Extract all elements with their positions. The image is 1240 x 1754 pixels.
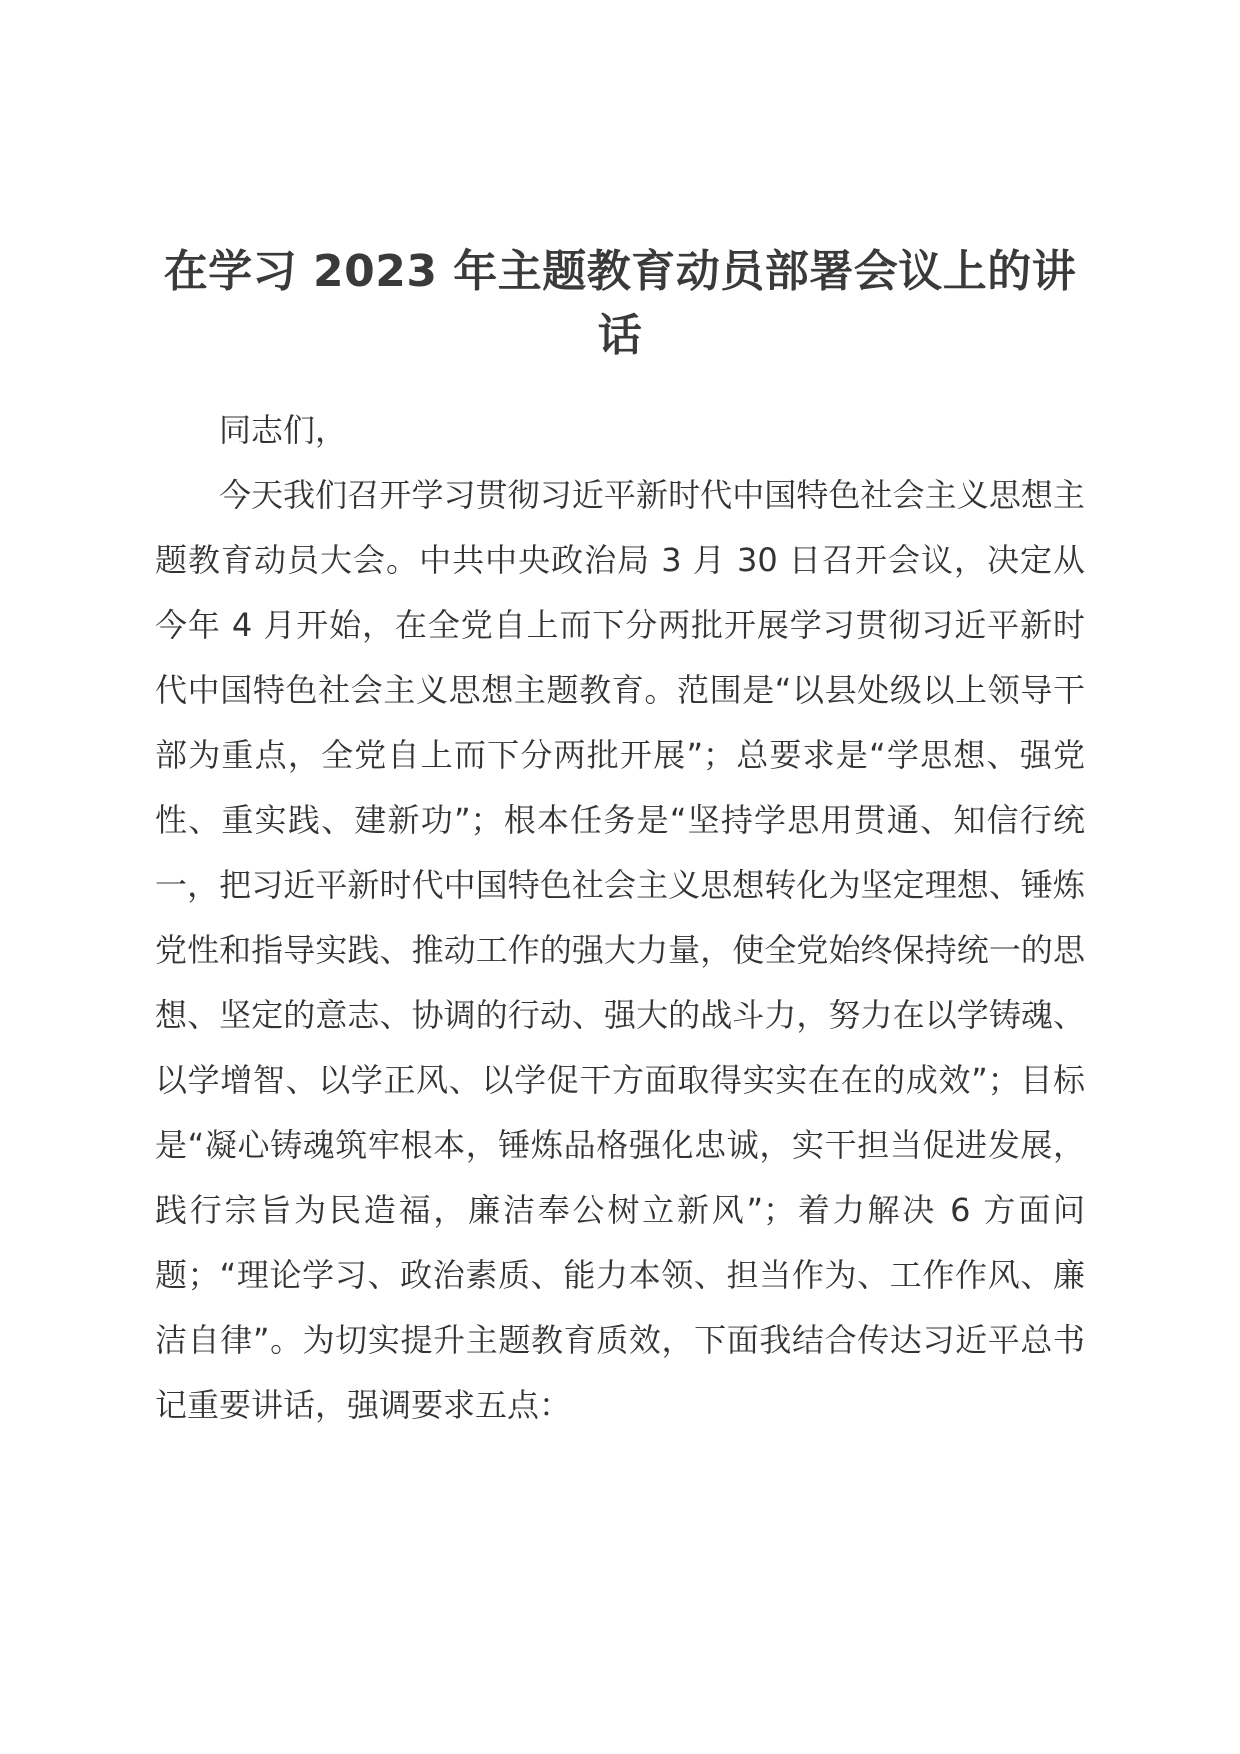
document-title: 在学习 2023 年主题教育动员部署会议上的讲话: [163, 246, 1077, 361]
document-body: [155, 398, 1085, 1438]
salutation-paragraph: 同志们，: [219, 411, 348, 449]
body-paragraph: 今天我们召开学习贯彻习近平新时代中国特色社会主义思想主题教育动员大会。中共中央政治局 3 月 30 日召开会议，决定从今年 4 月开始，在全党自上而下分两批开展学习贯彻习近平新时代中国特色社会主义思想主题教育。范围是“以县处级以上领导干部为重点，全党自上而下分两批开展”；总要求是“学思想、强党性、重实践、建新功”；根本任务是“坚持学思用贯通、知信行统一，把习近平新时代中国特色社会主义思想转化为坚定理想、锤炼党性和指导实践、推动工作的强大力量，使全党始终保持统一的思想、坚定的意志、协调的行动、强大的战斗力，努力在以学铸魂、以学增智、以学正风、以学促干方面取得实实在在的成效”；目标是“凝心铸魂筑牢根本，锤炼品格强化忠诚，实干担当促进发展，践行宗旨为民造福，廉洁奉公树立新风”；着力解决 6 方面问题；“理论学习、政治素质、能力本领、担当作为、工作作风、廉洁自律”。为切实提升主题教育质效，下面我结合传达习近平总书记重要讲话，强调要求五点：: [155, 476, 1085, 1424]
